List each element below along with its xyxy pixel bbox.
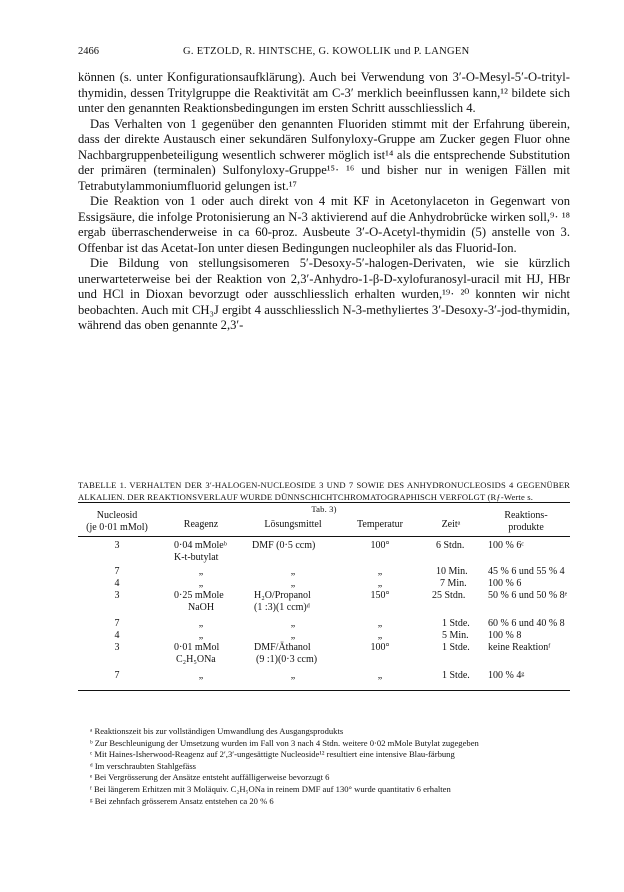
cell-zeit: 1 Stde. — [442, 618, 470, 629]
table-caption-line: Tab. 3) — [311, 504, 337, 514]
cell-produkte: 60 % 6 und 40 % 8 — [488, 618, 565, 629]
cell-temperatur: „ — [377, 578, 383, 589]
footnote: ᶠ Bei längerem Erhitzen mit 3 Moläquiv. C₂H₅ONa in reinem DMF auf 130° wurde quantitativ 6 erhalten — [90, 783, 451, 794]
cell-temperatur: 100° — [370, 540, 390, 551]
paragraph: Die Reaktion von 1 oder auch direkt von 4 mit KF in Acetonylaceton in Gegenwart von Essigsäure, die infolge Protonisierung an N-3 aktivierend auf die Anhydrobrücke wirken soll,⁹· ¹⁸ ergab überraschenderweise in ca 60-proz. Ausbeute 3′-O-Acetyl-thymidin (5) anstelle von 3. Offenbar ist das Acetat-Ion unter diesen Bedingungen nucleophiler als das Fluorid-Ion. — [78, 194, 570, 255]
running-head-authors: G. ETZOLD, R. HINTSCHE, G. KOWOLLIK und P. LANGEN — [183, 46, 470, 57]
header-text: (je 0·01 mMol) — [86, 522, 148, 533]
cell-reagenz: 0·25 mMole — [174, 590, 224, 601]
footnote: ᵉ Bei Vergrösserung der Ansätze entsteht auffälligerweise bevorzugt 6 — [90, 772, 330, 783]
cell-nucleosid: 3 — [114, 642, 120, 653]
cell-nucleosid: 3 — [114, 540, 120, 551]
cell-zeit: 10 Min. — [436, 566, 468, 577]
cell-produkte: 50 % 6 und 50 % 8ᵉ — [488, 590, 568, 601]
cell-loesungsmittel: DMF/Äthanol — [254, 642, 311, 653]
cell-produkte: keine Reaktionᶠ — [488, 642, 551, 653]
footnote: ᵍ Bei zehnfach grösserem Ansatz entstehen ca 20 % 6 — [90, 795, 274, 806]
paragraph: Das Verhalten von 1 gegenüber den genannten Fluoriden stimmt mit der Erfahrung überein, dass der direkte Austausch einer sekundären Sulfonyloxy-Gruppe am Zucker gegen Fluor ohne Nachbargruppenbeteiligung wesentlich schwerer möglich ist¹⁴ als die entsprechende Substitution der primären (terminalen) Sulfonyloxy-Gruppe¹⁵· ¹⁶ und bisher nur in wenigen Fällen mit Tetrabutylammoniumfluorid gelungen ist.¹⁷ — [78, 116, 570, 193]
cell-zeit: 1 Stde. — [442, 642, 470, 653]
cell-produkte: 100 % 6 — [488, 578, 522, 589]
page-number: 2466 — [78, 46, 99, 57]
cell-temperatur: 150° — [370, 590, 390, 601]
cell-loesungsmittel: „ — [290, 618, 296, 629]
header-text: produkte — [508, 522, 544, 533]
cell-produkte: 100 % 6ᶜ — [488, 540, 524, 551]
cell-temperatur: 100° — [370, 642, 390, 653]
footnote: ᵃ Reaktionszeit bis zur vollständigen Umwandlung des Ausgangsprodukts — [90, 726, 344, 736]
column-header-reagenz: Reagenz — [183, 519, 219, 530]
column-header-zeit: Zeitᵃ — [441, 519, 461, 530]
cell-loesungsmittel-line2: (1 :3)(1 ccm)ᵈ — [254, 602, 310, 613]
cell-loesungsmittel: DMF (0·5 ccm) — [252, 540, 316, 551]
cell-zeit: 5 Min. — [442, 630, 469, 641]
cell-nucleosid: 3 — [114, 590, 120, 601]
cell-temperatur: „ — [377, 630, 383, 641]
body-text — [78, 70, 570, 334]
column-header-nucleosid — [78, 510, 156, 534]
cell-loesungsmittel-line2: (9 :1)(0·3 ccm) — [256, 654, 318, 665]
cell-loesungsmittel: „ — [290, 670, 296, 681]
cell-produkte: 45 % 6 und 55 % 4 — [488, 566, 565, 577]
cell-reagenz: 0·01 mMol — [174, 642, 220, 653]
cell-zeit: 1 Stde. — [442, 670, 470, 681]
cell-nucleosid: 7 — [114, 618, 120, 629]
cell-temperatur: „ — [377, 618, 383, 629]
cell-reagenz-line2: K-t-butylat — [174, 552, 219, 563]
cell-nucleosid: 7 — [114, 670, 120, 681]
cell-temperatur: „ — [377, 566, 383, 577]
cell-reagenz-line2: C₂H₅ONa — [176, 654, 216, 665]
cell-zeit: 7 Min. — [440, 578, 467, 589]
table-top-rule — [78, 502, 570, 503]
table-header-rule — [78, 536, 570, 537]
column-header-produkte — [482, 510, 570, 534]
table-footnotes — [78, 726, 570, 807]
cell-nucleosid: 4 — [114, 578, 120, 589]
cell-zeit: 6 Stdn. — [436, 540, 465, 551]
header-text: Reaktions- — [504, 510, 548, 521]
footnote: ᵈ Im verschraubten Stahlgefäss — [90, 760, 197, 771]
cell-reagenz: 0·04 mMoleᵇ — [174, 540, 227, 551]
column-header-temperatur: Temperatur — [357, 519, 403, 530]
footnote: ᶜ Mit Haines-Isherwood-Reagenz auf 2′,3′-ungesättigte Nucleoside¹² resultiert eine intensive Blau-färbung — [90, 749, 455, 760]
cell-reagenz: „ — [198, 630, 204, 641]
table-bottom-rule — [78, 690, 570, 691]
cell-reagenz: „ — [198, 670, 204, 681]
cell-reagenz: „ — [198, 618, 204, 629]
cell-loesungsmittel: „ — [290, 630, 296, 641]
cell-reagenz-line2: NaOH — [188, 602, 215, 613]
table-caption-line: TABELLE 1. VERHALTEN DER 3′-HALOGEN-NUCLEOSIDE 3 UND 7 SOWIE DES ANHYDRONUCLEOSIDS 4 GEGENÜBER ALKALIEN. DER REAKTIONSVERLAUF WURDE DÜNNSCHICHTCHROMATOGRAPHISCH VERFOLGT (Rƒ-Werte s. — [78, 480, 570, 502]
page-header — [78, 46, 570, 62]
paragraph: Die Bildung von stellungsisomeren 5′-Desoxy-5′-halogen-Derivaten, wie sie kürzlich unerwarteterweise bei der Reaktion von 2,3′-Anhydro-1-β-D-xylofuranosyl-uracil mit HJ, HBr und HCl in Dioxan bevorzugt oder ausschliesslich erhalten wurden,¹⁹· ²⁰ konnten wir nicht beobachten. Auch mit CH₃J ergibt 4 ausschliesslich N-3-methyliertes 3′-Desoxy-3′-jod-thymidin, während das oben genannte 2,3′- — [78, 256, 570, 332]
cell-temperatur: „ — [377, 670, 383, 681]
cell-loesungsmittel: „ — [290, 578, 296, 589]
cell-zeit: 25 Stdn. — [432, 590, 466, 601]
column-header-loesungsmittel: Lösungsmittel — [264, 519, 322, 530]
cell-loesungsmittel: „ — [290, 566, 296, 577]
paragraph: können (s. unter Konfigurationsaufklärung). Auch bei Verwendung von 3′-O-Mesyl-5′-O-trityl-thymidin, dessen Tritylgruppe die Reaktivität am C-3′ merklich beeinflussen kann,¹² bildete sich unter den genannten Reaktionsbedingungen im ersten Schritt ausschliesslich 4. — [78, 70, 570, 115]
cell-produkte: 100 % 4ᵍ — [488, 670, 525, 681]
cell-produkte: 100 % 8 — [488, 630, 522, 641]
cell-reagenz: „ — [198, 566, 204, 577]
cell-loesungsmittel: H₂O/Propanol — [254, 590, 311, 601]
cell-reagenz: „ — [198, 578, 204, 589]
footnote: ᵇ Zur Beschleunigung der Umsetzung wurden im Fall von 3 nach 4 Stdn. weitere 0·02 mMole Butylat zugegeben — [90, 737, 479, 748]
cell-nucleosid: 7 — [114, 566, 120, 577]
cell-nucleosid: 4 — [114, 630, 120, 641]
header-text: Nucleosid — [96, 510, 138, 521]
